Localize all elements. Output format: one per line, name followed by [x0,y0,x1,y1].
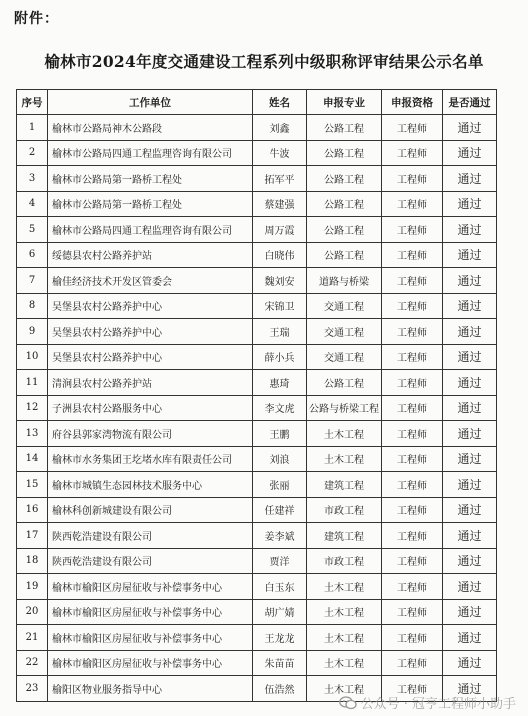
cell-passed: 通过 [443,472,497,498]
cell-unit: 榆林市城镇生态园林技术服务中心 [48,472,253,498]
cell-index: 10 [17,344,48,370]
table-body [17,115,497,702]
table-row [17,523,497,549]
table-row [17,446,497,472]
cell-specialty: 市政工程 [307,548,382,574]
cell-qualification: 工程师 [382,574,443,600]
cell-name: 王鹏 [253,421,307,447]
cell-unit: 陕西乾浩建设有限公司 [48,548,253,574]
cell-index: 21 [17,625,48,651]
header-qualification: 申报资格 [382,90,443,115]
cell-name: 刘鑫 [253,115,307,141]
cell-name: 白玉东 [253,574,307,600]
cell-qualification: 工程师 [382,166,443,192]
cell-unit: 吴堡县农村公路养护中心 [48,344,253,370]
cell-qualification: 工程师 [382,650,443,676]
cell-index: 12 [17,395,48,421]
cell-specialty: 土木工程 [307,574,382,600]
watermark [339,693,516,712]
cell-name: 伍浩然 [253,676,307,702]
cell-unit: 绥德县农村公路养护站 [48,242,253,268]
table-row [17,625,497,651]
results-table [16,89,497,702]
cell-specialty: 土木工程 [307,446,382,472]
cell-index: 1 [17,115,48,141]
cell-qualification: 工程师 [382,523,443,549]
cell-index: 19 [17,574,48,600]
cell-specialty: 建筑工程 [307,472,382,498]
cell-qualification: 工程师 [382,268,443,294]
cell-passed: 通过 [443,497,497,523]
cell-passed: 通过 [443,217,497,243]
cell-index: 13 [17,421,48,447]
cell-index: 9 [17,319,48,345]
cell-specialty: 公路工程 [307,242,382,268]
cell-name: 薛小兵 [253,344,307,370]
cell-qualification: 工程师 [382,548,443,574]
table-row [17,395,497,421]
cell-qualification: 工程师 [382,472,443,498]
cell-unit: 榆林市榆阳区房屋征收与补偿事务中心 [48,574,253,600]
cell-unit: 吴堡县农村公路养护中心 [48,293,253,319]
cell-index: 15 [17,472,48,498]
cell-name: 魏刘安 [253,268,307,294]
cell-specialty: 公路与桥梁工程 [307,395,382,421]
cell-qualification: 工程师 [382,676,443,702]
cell-specialty: 公路工程 [307,140,382,166]
cell-name: 胡广婧 [253,599,307,625]
table-row [17,293,497,319]
cell-unit: 榆林市公路局四通工程监理咨询有限公司 [48,217,253,243]
cell-index: 20 [17,599,48,625]
cell-index: 23 [17,676,48,702]
cell-qualification: 工程师 [382,625,443,651]
cell-passed: 通过 [443,268,497,294]
cell-name: 宋锦卫 [253,293,307,319]
cell-specialty: 交通工程 [307,293,382,319]
wechat-icon [339,696,357,710]
table-row [17,115,497,141]
cell-unit: 陕西乾浩建设有限公司 [48,523,253,549]
cell-passed: 通过 [443,599,497,625]
cell-specialty: 交通工程 [307,344,382,370]
table-row [17,548,497,574]
cell-unit: 子洲县农村公路服务中心 [48,395,253,421]
cell-qualification: 工程师 [382,446,443,472]
table-row [17,472,497,498]
cell-passed: 通过 [443,625,497,651]
table-row [17,421,497,447]
cell-unit: 府谷县郭家湾物流有限公司 [48,421,253,447]
cell-qualification: 工程师 [382,344,443,370]
cell-index: 3 [17,166,48,192]
table-header-row [17,90,497,115]
cell-unit: 榆林科创新城建设有限公司 [48,497,253,523]
cell-passed: 通过 [443,319,497,345]
cell-name: 周万霞 [253,217,307,243]
cell-qualification: 工程师 [382,242,443,268]
cell-qualification: 工程师 [382,497,443,523]
page-title: 榆林市2024年度交通建设工程系列中级职称评审结果公示名单 [44,52,484,71]
cell-name: 蔡建强 [253,191,307,217]
table-row [17,650,497,676]
cell-name: 王龙龙 [253,625,307,651]
cell-qualification: 工程师 [382,599,443,625]
table-row [17,319,497,345]
cell-passed: 通过 [443,446,497,472]
cell-passed: 通过 [443,676,497,702]
cell-qualification: 工程师 [382,395,443,421]
cell-passed: 通过 [443,574,497,600]
cell-passed: 通过 [443,140,497,166]
table-row [17,242,497,268]
cell-name: 贾洋 [253,548,307,574]
cell-unit: 榆林市公路局第一路桥工程处 [48,191,253,217]
header-name: 姓名 [253,90,307,115]
cell-specialty: 公路工程 [307,166,382,192]
cell-index: 7 [17,268,48,294]
cell-qualification: 工程师 [382,191,443,217]
cell-index: 22 [17,650,48,676]
cell-passed: 通过 [443,370,497,396]
cell-unit: 吴堡县农村公路养护中心 [48,319,253,345]
cell-passed: 通过 [443,242,497,268]
cell-specialty: 土木工程 [307,650,382,676]
table-row [17,344,497,370]
cell-index: 6 [17,242,48,268]
cell-unit: 榆林市公路局神木公路段 [48,115,253,141]
cell-unit: 榆林市水务集团王圪堵水库有限责任公司 [48,446,253,472]
table-row [17,268,497,294]
cell-passed: 通过 [443,293,497,319]
cell-index: 17 [17,523,48,549]
cell-name: 朱苗苗 [253,650,307,676]
cell-qualification: 工程师 [382,319,443,345]
cell-specialty: 公路工程 [307,217,382,243]
table-row [17,191,497,217]
cell-qualification: 工程师 [382,421,443,447]
cell-name: 张丽 [253,472,307,498]
cell-passed: 通过 [443,650,497,676]
header-unit: 工作单位 [48,90,253,115]
table-row [17,217,497,243]
table-row [17,370,497,396]
cell-index: 11 [17,370,48,396]
cell-unit: 清涧县农村公路养护站 [48,370,253,396]
cell-qualification: 工程师 [382,370,443,396]
cell-specialty: 交通工程 [307,319,382,345]
attachment-label: 附件： [14,11,59,27]
cell-unit: 榆阳区物业服务指导中心 [48,676,253,702]
cell-qualification: 工程师 [382,140,443,166]
cell-name: 王瑞 [253,319,307,345]
table-row [17,166,497,192]
cell-specialty: 土木工程 [307,676,382,702]
cell-specialty: 市政工程 [307,497,382,523]
cell-index: 16 [17,497,48,523]
cell-specialty: 公路工程 [307,191,382,217]
header-specialty: 申报专业 [307,90,382,115]
cell-name: 惠琦 [253,370,307,396]
cell-name: 牛波 [253,140,307,166]
cell-name: 拓军平 [253,166,307,192]
cell-name: 白晓伟 [253,242,307,268]
cell-passed: 通过 [443,191,497,217]
cell-specialty: 土木工程 [307,421,382,447]
cell-unit: 榆林市公路局第一路桥工程处 [48,166,253,192]
cell-unit: 榆林市榆阳区房屋征收与补偿事务中心 [48,599,253,625]
table-row [17,140,497,166]
cell-name: 姜李斌 [253,523,307,549]
cell-specialty: 建筑工程 [307,523,382,549]
cell-specialty: 道路与桥梁 [307,268,382,294]
cell-index: 8 [17,293,48,319]
cell-index: 5 [17,217,48,243]
cell-specialty: 土木工程 [307,625,382,651]
cell-index: 2 [17,140,48,166]
cell-qualification: 工程师 [382,293,443,319]
cell-qualification: 工程师 [382,217,443,243]
cell-passed: 通过 [443,115,497,141]
header-index: 序号 [17,90,48,115]
table-row [17,574,497,600]
cell-unit: 榆林市榆阳区房屋征收与补偿事务中心 [48,650,253,676]
cell-specialty: 公路工程 [307,115,382,141]
header-passed: 是否通过 [443,90,497,115]
cell-index: 14 [17,446,48,472]
cell-specialty: 公路工程 [307,370,382,396]
table-row [17,599,497,625]
cell-passed: 通过 [443,421,497,447]
cell-passed: 通过 [443,344,497,370]
cell-passed: 通过 [443,395,497,421]
cell-qualification: 工程师 [382,115,443,141]
cell-unit: 榆林市公路局四通工程监理咨询有限公司 [48,140,253,166]
cell-index: 4 [17,191,48,217]
watermark-text: 公众号 · 冠亨工程师小助手 [360,697,516,712]
cell-passed: 通过 [443,166,497,192]
table-row [17,497,497,523]
cell-name: 任建祥 [253,497,307,523]
cell-passed: 通过 [443,523,497,549]
cell-passed: 通过 [443,548,497,574]
cell-specialty: 土木工程 [307,599,382,625]
cell-name: 刘浪 [253,446,307,472]
cell-unit: 榆佳经济技术开发区管委会 [48,268,253,294]
cell-index: 18 [17,548,48,574]
cell-name: 李文虎 [253,395,307,421]
cell-unit: 榆林市榆阳区房屋征收与补偿事务中心 [48,625,253,651]
